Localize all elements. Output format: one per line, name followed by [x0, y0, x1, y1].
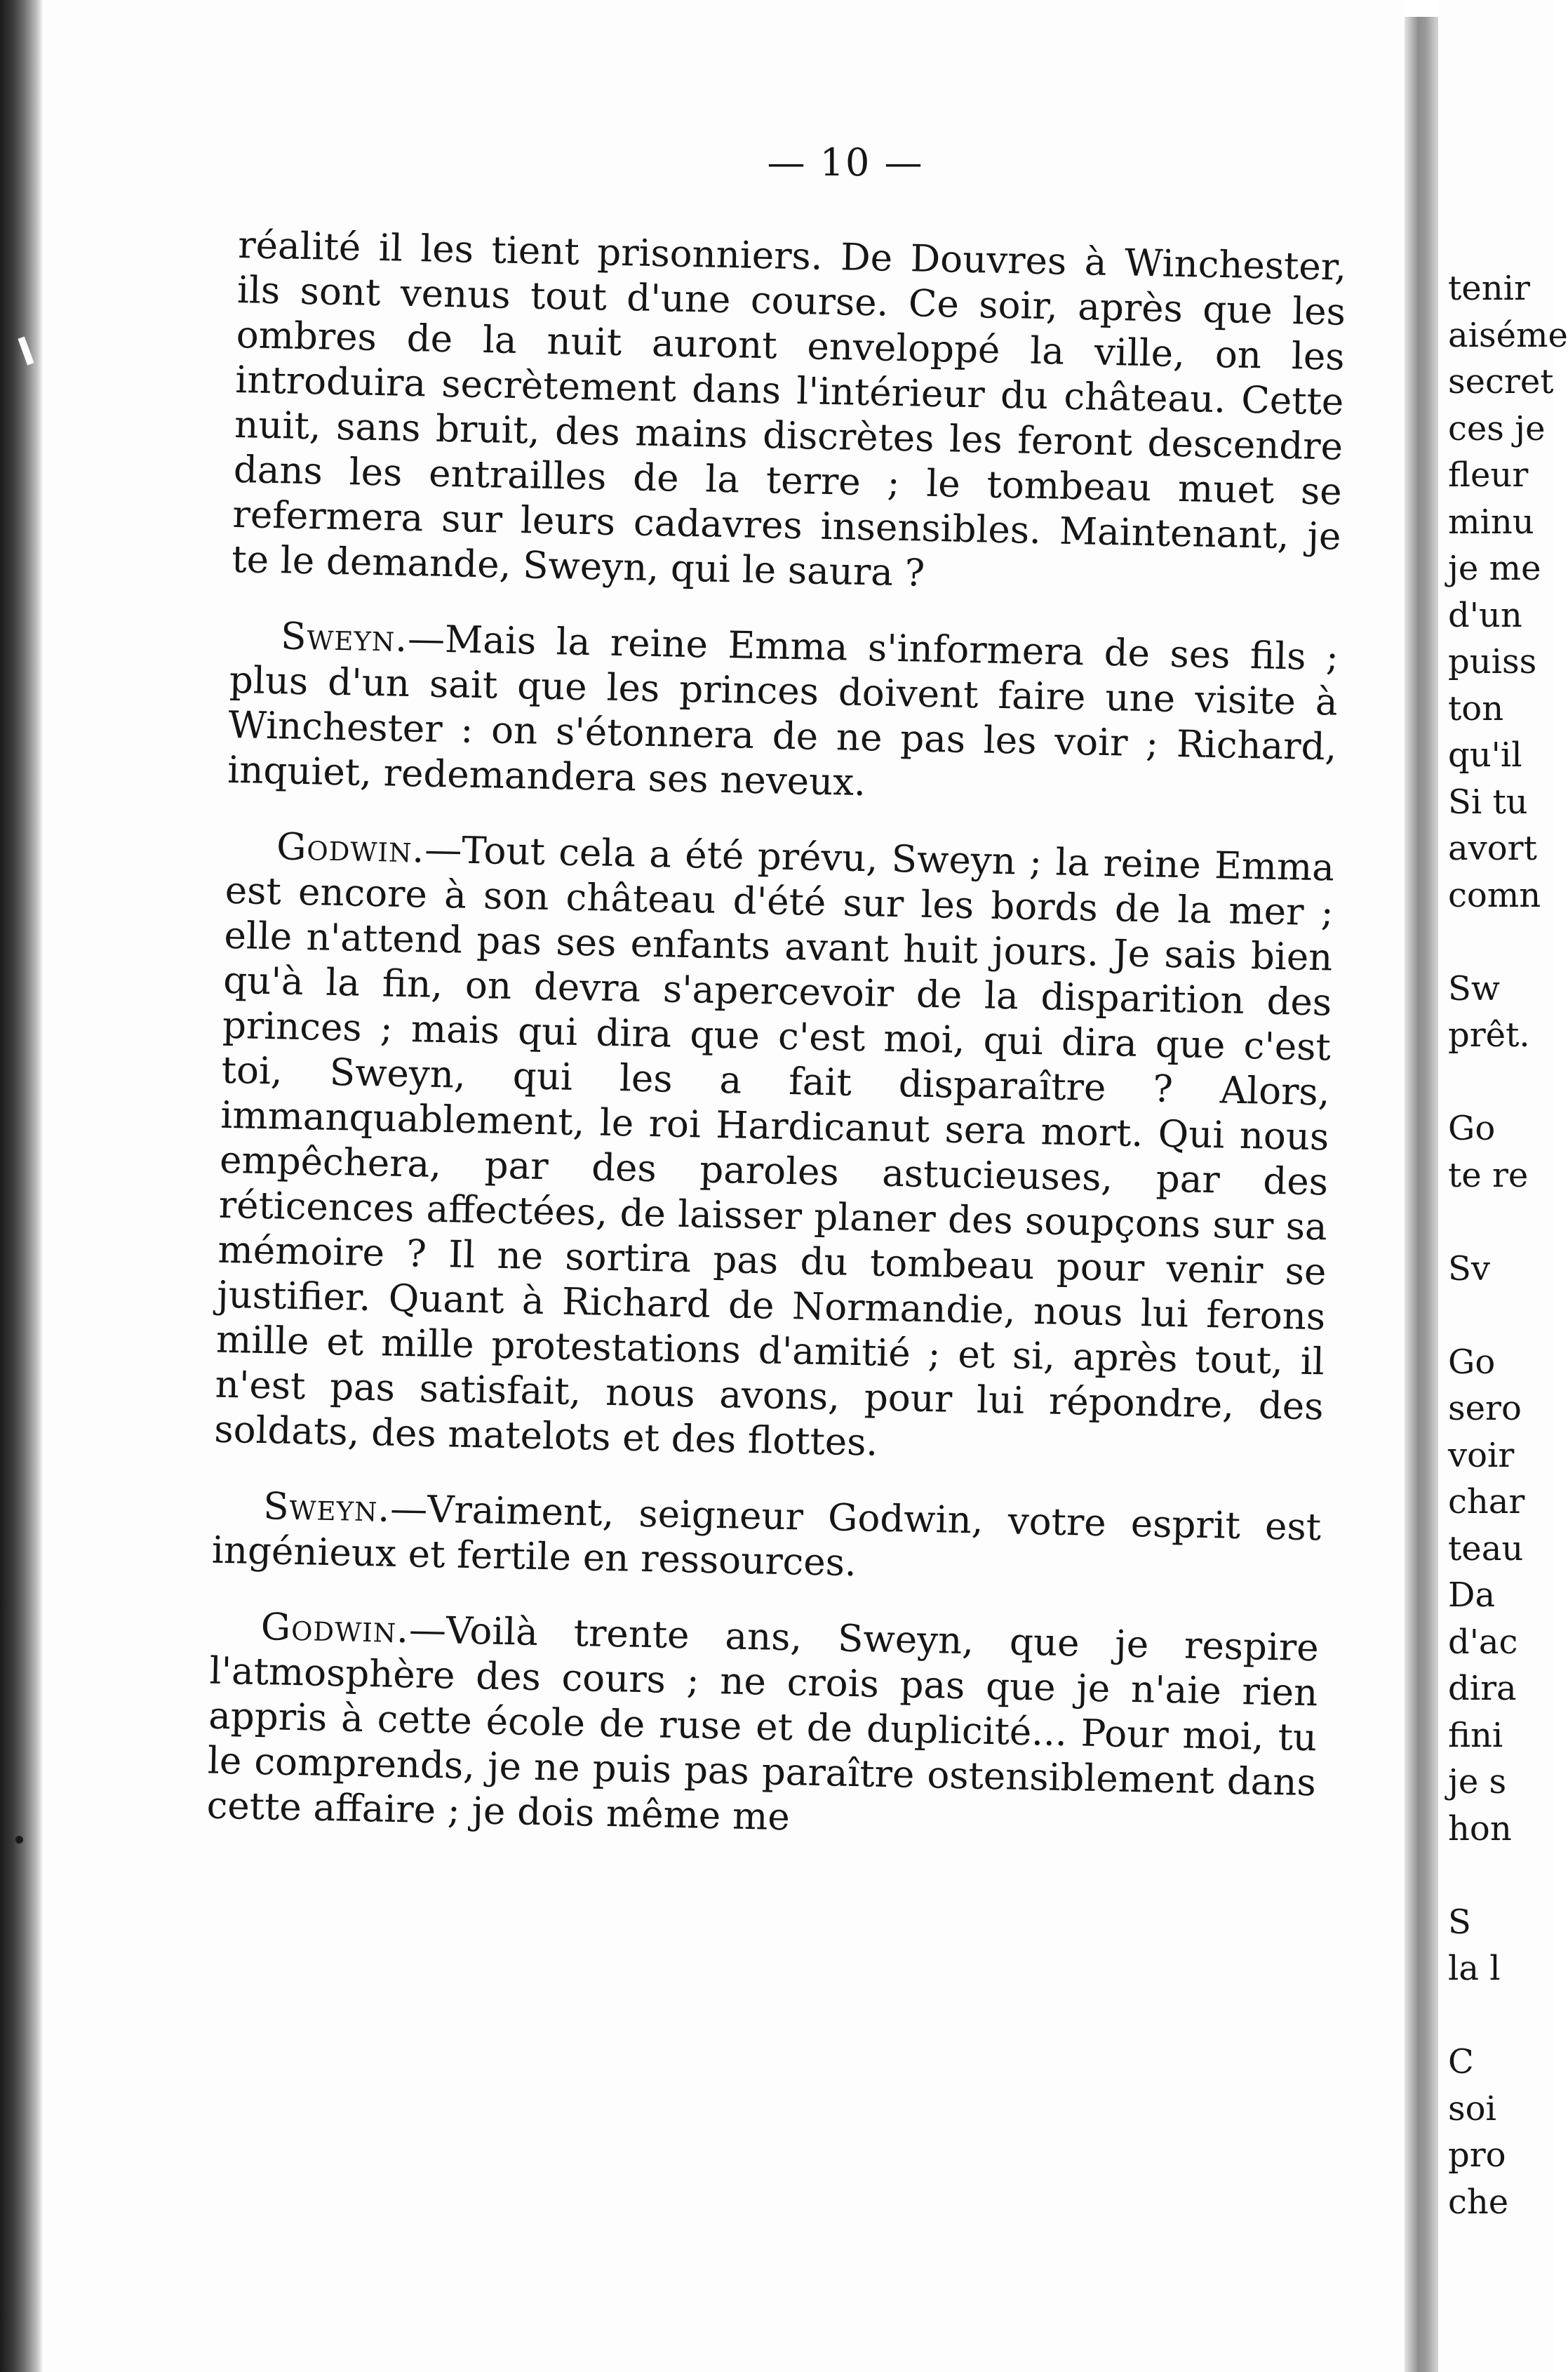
book-gutter	[1405, 0, 1438, 2372]
paragraph-sweyn	[227, 613, 1339, 815]
facing-page-line: te re	[1448, 1155, 1529, 1195]
facing-page-line: la l	[1448, 1949, 1501, 1988]
facing-page-line: Da	[1448, 1575, 1496, 1615]
facing-page-line: dira	[1448, 1669, 1517, 1708]
speaker-name: Godwin.	[260, 1606, 410, 1652]
paragraph-godwin	[206, 1604, 1319, 1851]
facing-page-line: d'ac	[1448, 1622, 1518, 1662]
facing-page	[1438, 0, 1568, 2372]
facing-page-line: voir	[1448, 1435, 1515, 1475]
facing-page-line: prêt.	[1448, 1015, 1530, 1055]
facing-page-line: avort	[1448, 829, 1537, 868]
facing-page-line: Sv	[1448, 1248, 1490, 1288]
speaker-name: Godwin.	[276, 825, 425, 872]
facing-page-line: C	[1448, 2042, 1474, 2081]
facing-page-line: S	[1448, 1902, 1471, 1942]
facing-page-line: Sw	[1448, 968, 1500, 1008]
facing-page-line: d'un	[1448, 595, 1522, 635]
paragraph-sweyn	[211, 1484, 1321, 1596]
facing-page-line: ton	[1448, 688, 1504, 728]
facing-page-line: je s	[1448, 1762, 1507, 1801]
facing-page-line: che	[1448, 2182, 1509, 2222]
speaker-name: Sweyn.	[280, 615, 408, 660]
facing-page-line: pro	[1448, 2136, 1506, 2175]
facing-page-line: tenir	[1448, 269, 1530, 308]
paragraph-text: —Tout cela a été prévu, Sweyn ; la reine Emma est encore à son château d'été sur les bords de la mer ; elle n'attend pas ses enfants avant huit jours. Je sais bien qu'à la fin, on devra s'apercevoir de la disparition des princes ; mais qui dira que c'est moi, qui dira que c'est toi, Sweyn, qui les a fait disparaître ? Alors, immanquablement, le roi Hardicanut sera mort. Qui nous empêchera, par des paroles astucieuses, par des réticences affectées, de laisser planer des soupçons sur sa mémoire ? Il ne sortira pas du tombeau pour venir se justifier. Quant à Richard de Normandie, nous lui ferons mille et mille protestations d'amitié ; et si, après tout, il n'est pas satisfait, nous avons, pour lui répondre, des soldats, des matelots et des flottes.	[213, 828, 1335, 1465]
paragraph-text: réalité il les tient prisonniers. De Douvres à Winchester, ils sont venus tout d'une course. Ce soir, après que les ombres de la nuit auront enveloppé la ville, on les introduira secrètement dans l'intérieur du château. Cette nuit, sans bruit, des mains discrètes les feront descendre dans les entrailles de la terre ; le tombeau muet se refermera sur leurs cadavres insensibles. Maintenant, je te le demande, Sweyn, qui le saura ?	[231, 223, 1347, 595]
margin-dot	[15, 1836, 23, 1844]
paragraph-text: —Mais la reine Emma s'informera de ses fils ; plus d'un sait que les princes doivent faire une visite à Winchester : on s'étonnera de ne pas les voir ; Richard, inquiet, redemandera ses neveux.	[227, 617, 1339, 805]
facing-page-line: comn	[1448, 875, 1541, 915]
page-body-text	[206, 223, 1346, 1881]
facing-page-line: Go	[1448, 1109, 1496, 1148]
paragraph-godwin	[214, 824, 1335, 1475]
facing-page-line: teau	[1448, 1528, 1524, 1568]
facing-page-line: Si tu	[1448, 782, 1528, 822]
paragraph-text: —Vraiment, seigneur Godwin, votre esprit est ingénieux et fertile en ressources.	[211, 1487, 1322, 1585]
paragraph-text: —Voilà trente ans, Sweyn, que je respire l'atmosphère des cours ; ne crois pas que je n'aie rien appris à cette école de ruse et de duplicité... Pour moi, tu le comprends, je ne puis pas paraître ostensiblement dans cette affaire ; je dois même me	[206, 1608, 1320, 1839]
paragraph-narration	[232, 223, 1347, 605]
facing-page-line: fini	[1448, 1715, 1503, 1755]
facing-page-line: secret	[1448, 362, 1554, 401]
book-gutter-top	[1405, 0, 1438, 17]
speaker-name: Sweyn.	[262, 1485, 391, 1531]
facing-page-line: je me	[1448, 549, 1541, 588]
facing-page-line: aiséme	[1448, 315, 1568, 355]
facing-page-line: soi	[1448, 2088, 1496, 2128]
facing-page-line: ces je	[1448, 408, 1546, 448]
facing-page-line: minu	[1448, 502, 1534, 542]
facing-page-line: qu'il	[1448, 735, 1522, 775]
facing-page-line: hon	[1448, 1808, 1512, 1848]
scan-left-margin	[0, 0, 43, 2372]
page-number: — 10 —	[767, 140, 924, 185]
facing-page-line: sero	[1448, 1389, 1522, 1428]
facing-page-line: char	[1448, 1482, 1525, 1521]
facing-page-line: puiss	[1448, 642, 1537, 681]
facing-page-line: Go	[1448, 1342, 1496, 1382]
facing-page-line: fleur	[1448, 455, 1529, 495]
